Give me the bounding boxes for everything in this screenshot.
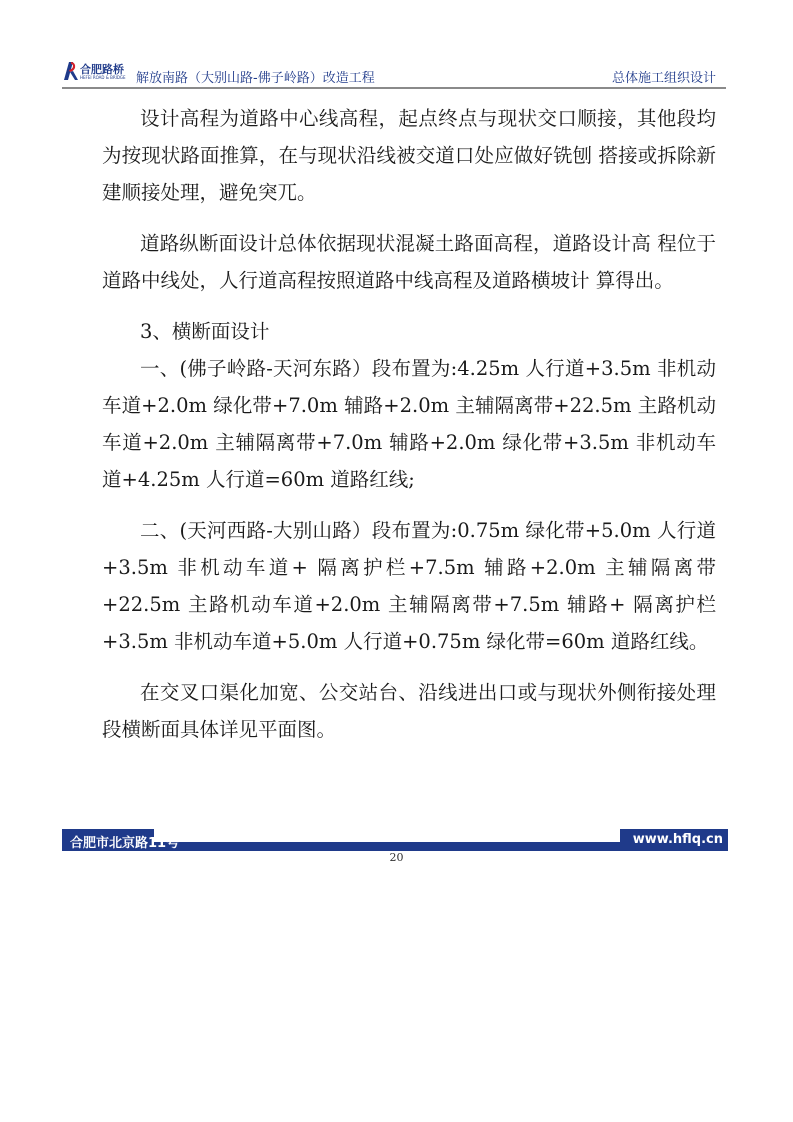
paragraph: 二、(天河西路-大别山路）段布置为:0.75m 绿化带+5.0m 人行道+3.5m 非机动车道+ 隔离护栏+7.5m 辅路+2.0m 主辅隔离带+22.5m 主路机动车道+2.0m 主辅隔离带+7.5m 辅路+ 隔离护栏+3.5m 非机动车道+5.0m 人行道+0.75m 绿化带=60m 道路红线。 bbox=[102, 519, 716, 653]
page-number: 20 bbox=[389, 851, 404, 864]
paragraph: 道路纵断面设计总体依据现状混凝土路面高程，道路设计高 程位于道路中线处，人行道高程按照道路中线高程及道路横坡计 算得出。 bbox=[102, 232, 716, 292]
section-heading: 3、横断面设计 bbox=[140, 320, 270, 343]
project-title: 解放南路（大别山路-佛子岭路）改造工程 bbox=[136, 71, 375, 86]
header-divider bbox=[62, 87, 726, 89]
footer-bar-notch bbox=[154, 829, 620, 842]
footer-address: 合肥市北京路11号 bbox=[70, 836, 180, 851]
company-logo bbox=[62, 60, 132, 86]
page-header bbox=[62, 58, 726, 88]
paragraph: 设计高程为道路中心线高程，起点终点与现状交口顺接，其他段均为按现状路面推算，在与现状沿线被交道口处应做好铣刨 搭接或拆除新建顺接处理，避免突兀。 bbox=[102, 107, 716, 204]
footer-website: www.hflq.cn bbox=[632, 832, 723, 847]
document-body bbox=[102, 100, 716, 748]
paragraph: 在交叉口渠化加宽、公交站台、沿线进出口或与现状外侧衔接处理段横断面具体详见平面图。 bbox=[102, 681, 716, 741]
paragraph: 一、(佛子岭路-天河东路）段布置为:4.25m 人行道+3.5m 非机动车道+2.0m 绿化带+7.0m 辅路+2.0m 主辅隔离带+22.5m 主路机动车道+2.0m 主辅隔离带+7.0m 辅路+2.0m 绿化带+3.5m 非机动车道+4.25m 人行道=60m 道路红线; bbox=[102, 357, 716, 491]
logo-text: 合肥路桥 bbox=[80, 63, 124, 76]
document-type: 总体施工组织设计 bbox=[611, 71, 716, 86]
logo-mark-icon bbox=[62, 60, 80, 82]
logo-subtext: HEFEI ROAD & BRIDGE bbox=[80, 75, 126, 80]
